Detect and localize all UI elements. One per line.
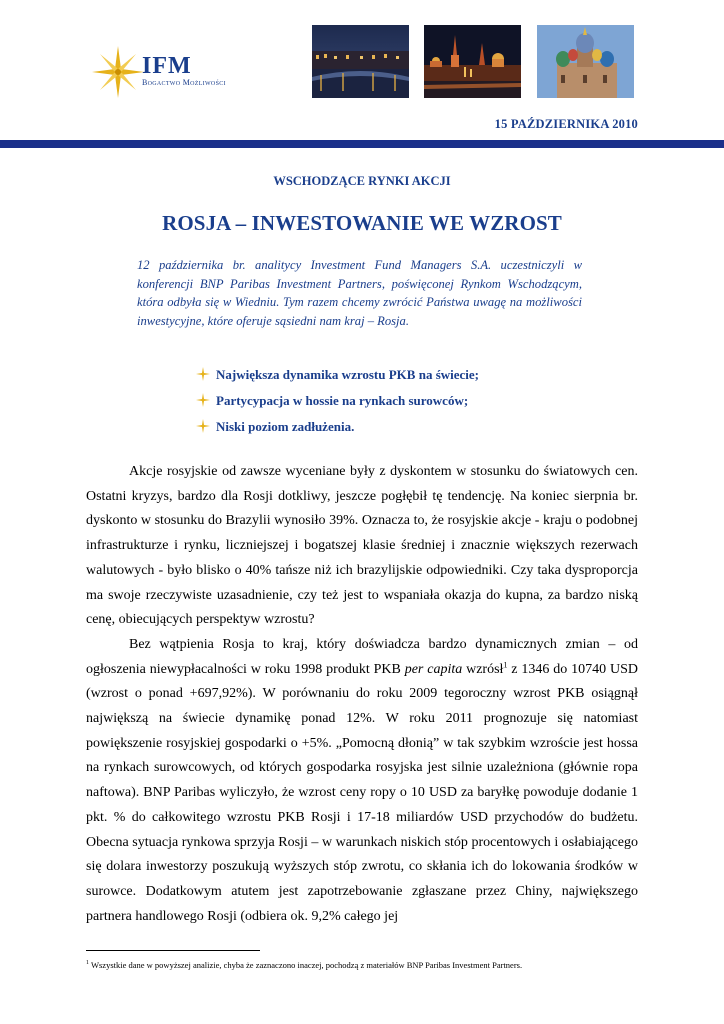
compass-star-icon (92, 46, 144, 98)
section-heading: WSCHODZĄCE RYNKI AKCJI (273, 174, 451, 188)
footnote-rule (86, 950, 260, 951)
paragraph-text: wzrósł (462, 661, 504, 677)
article-title: ROSJA – INWESTOWANIE WE WZROST (162, 211, 562, 235)
list-item (196, 390, 479, 416)
paragraph (86, 633, 638, 929)
ifm-logo (92, 46, 252, 106)
footnote-text: Wszystkie dane w powyższej analizie, chyba że zaznaczono inaczej, pochodzą z materiałów BNP Paribas Investment Partners. (89, 959, 523, 970)
onion-dome-church-photo (537, 25, 634, 98)
river-city-night-photo (312, 25, 409, 98)
paragraph-text: Bez wątpienia Rosja to kraj, który doświadcza bardzo dynamicznych zmian – od ogłoszenia niewypłacalności w roku 1998 produkt PKB (86, 636, 638, 677)
footnote (86, 958, 522, 971)
header-rule (0, 140, 724, 148)
star-bullet-icon (196, 393, 210, 407)
logo-tagline: Bogactwo Możliwości (142, 78, 226, 87)
list-item (196, 364, 479, 390)
kremlin-night-photo (424, 25, 521, 98)
footnote-reference[interactable]: 1 (503, 659, 508, 669)
star-bullet-icon (196, 367, 210, 381)
paragraph-text: z 1346 do 10740 USD (wzrost o ponad +697,92%). W porównaniu do roku 2009 tegoroczny wzrost PKB osiągnął największą na świecie dynamikę ponad 12%. W roku 2011 prognozuje się natomiast powiększenie rosyjskiej gospodarki o +5%. „Pomocną dłonią” w tak szybkim wzroście jest hossa na rynkach surowcowych, od których gospodarka rosyjska jest silnie uzależniona (głównie ropa naftowa). BNP Paribas wyliczyło, że wzrost ceny ropy o 10 USD za baryłkę powoduje dodanie 1 pkt. % do całkowitego wzrostu PKB Rosji i 17-18 miliardów USD przychodów do budżetu. Obecna sytuacja rynkowa sprzyja Rosji – w warunkach niskich stóp procentowych i osłabiającego się dolara inwestorzy poszukują wyższych stóp zwrotu, co skłania ich do lokowania środków w surowce. Dodatkowym atutem jest zapotrzebowanie zgłaszane przez Chiny, największego partnera handlowego Rosji (odbiera ok. 9,2% całego jej (86, 661, 638, 924)
bullet-text: Największa dynamika wzrostu PKB na świecie; (216, 367, 480, 382)
logo-name: IFM (142, 53, 192, 79)
star-bullet-icon (196, 419, 210, 433)
key-points-list (196, 364, 479, 442)
list-item (196, 416, 479, 442)
bullet-text: Partycypacja w hossie na rynkach surowców; (216, 393, 469, 408)
paragraph: Akcje rosyjskie od zawsze wyceniane były z dyskontem w stosunku do światowych cen. Ostatni kryzys, bardzo dla Rosji dotkliwy, jeszcze pogłębił tę tendencję. Na koniec sierpnia br. dyskonto w stosunku do Brazylii wynosiło 39%. Oznacza to, że rosyjskie akcje - kraju o podobnej infrastrukturze i rynku, liczniejszej i bogatszej klasie średniej i znacznie większych rezerwach walutowych - było blisko o 40% tańsze niż ich brazylijskie odpowiedniki. Czy taka dysproporcja ma swoje rzeczywiste uzasadnienie, czy też jest to wspaniała okazja do kupna, za bardzo niską cenę, obiecujących perspektyw wzrostu? (86, 464, 638, 628)
issue-date: 15 PAŹDZIERNIKA 2010 (494, 117, 638, 131)
bullet-text: Niski poziom zadłużenia. (216, 419, 355, 434)
article-intro: 12 października br. analitycy Investment Fund Managers S.A. uczestniczyli w konferencji BNP Paribas Investment Partners, poświęconej Rynkom Wschodzącym, która odbyła się w Wiedniu. Tym razem chcemy zwrócić Państwa uwagę na możliwości inwestycyjne, które oferuje sąsiedni nam kraj – Rosja. (137, 258, 582, 328)
footnote-mark: 1 (86, 960, 89, 966)
article-body (86, 460, 638, 929)
paragraph-italic: per capita (404, 661, 463, 677)
